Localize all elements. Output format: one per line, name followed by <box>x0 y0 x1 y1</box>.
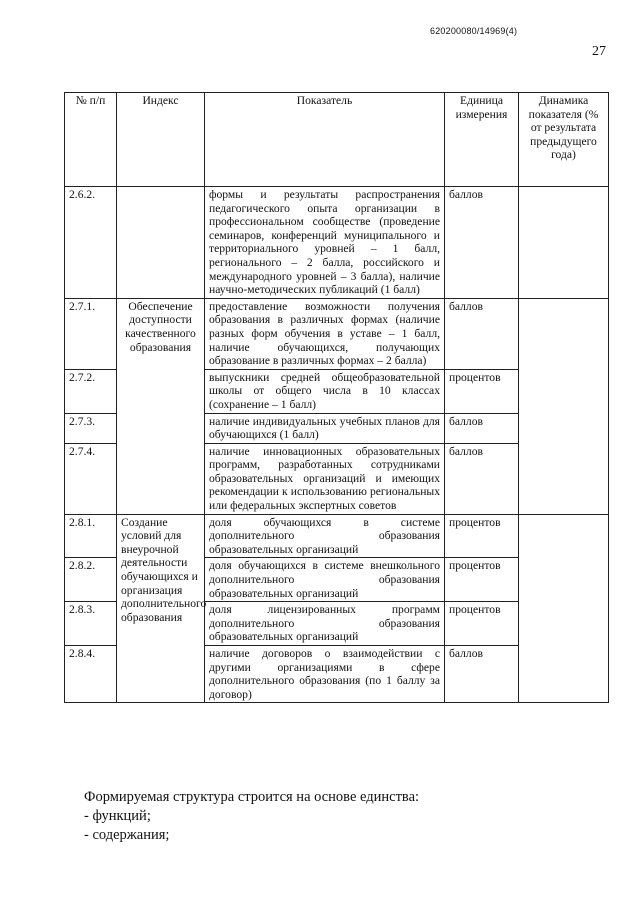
row-number: 2.8.2. <box>65 558 117 602</box>
row-number: 2.6.2. <box>65 187 117 299</box>
column-header-dynamics: Динамика показателя (% от результата предыдущего года) <box>519 93 609 187</box>
table-row <box>65 298 609 369</box>
table-row <box>65 514 609 558</box>
row-index <box>117 187 205 299</box>
row-unit: баллов <box>445 298 519 369</box>
row-indicator: доля обучающихся в системе дополнительного образования образовательных организаций <box>205 514 445 558</box>
footer-line: - функций; <box>84 808 151 824</box>
row-unit: процентов <box>445 514 519 558</box>
row-unit: баллов <box>445 646 519 703</box>
row-number: 2.7.2. <box>65 369 117 413</box>
row-unit: процентов <box>445 369 519 413</box>
page-number: 27 <box>592 44 606 59</box>
column-header-number: № п/п <box>65 93 117 187</box>
row-dynamics <box>519 298 609 514</box>
row-number: 2.7.1. <box>65 298 117 369</box>
row-indicator: формы и результаты распространения педагогического опыта организации в профессиональном сообществе (проведение семинаров, конференций муниципального и территориального уровней – 1 балл, регионального – 2 балла, российского и международного уровней – 3 балла), наличие научно-методических публикаций (1 балл) <box>205 187 445 299</box>
row-number: 2.8.1. <box>65 514 117 558</box>
row-number: 2.8.4. <box>65 646 117 703</box>
row-index-group: Обеспечение доступности качественного образования <box>117 298 205 514</box>
row-number: 2.7.3. <box>65 413 117 443</box>
row-indicator: наличие инновационных образовательных программ, разработанных сотрудниками образовательных организаций и имеющих рекомендации к использованию региональных или федеральных экспертных советов <box>205 443 445 514</box>
row-number: 2.7.4. <box>65 443 117 514</box>
table-header-row <box>65 93 609 187</box>
indicators-table <box>64 92 609 703</box>
row-unit: процентов <box>445 602 519 646</box>
row-indicator: наличие индивидуальных учебных планов для обучающихся (1 балл) <box>205 413 445 443</box>
row-indicator: выпускники средней общеобразовательной школы от общего числа в 10 классах (сохранение – 1 балл) <box>205 369 445 413</box>
row-dynamics <box>519 187 609 299</box>
column-header-indicator: Показатель <box>205 93 445 187</box>
row-indicator: доля лицензированных программ дополнительного образования образовательных организаций <box>205 602 445 646</box>
column-header-unit: Единица измерения <box>445 93 519 187</box>
row-indicator: наличие договоров о взаимодействии с другими организациями в сфере дополнительного образования (по 1 баллу за договор) <box>205 646 445 703</box>
row-unit: баллов <box>445 187 519 299</box>
row-indicator: доля обучающихся в системе внешкольного дополнительного образования образовательных организаций <box>205 558 445 602</box>
row-unit: процентов <box>445 558 519 602</box>
footer-line: Формируемая структура строится на основе единства: <box>84 789 420 805</box>
footer-line: - содержания; <box>84 827 170 843</box>
row-dynamics <box>519 514 609 703</box>
row-unit: баллов <box>445 413 519 443</box>
row-number: 2.8.3. <box>65 602 117 646</box>
column-header-index: Индекс <box>117 93 205 187</box>
row-unit: баллов <box>445 443 519 514</box>
row-index-group: Создание условий для внеурочной деятельности обучающихся и организация дополнительного образования <box>117 514 205 703</box>
row-indicator: предоставление возможности получения образования в различных формах (наличие разных форм обучения в уставе – 1 балл, наличие обучающихся, получающих образование в различных формах – 2 балла) <box>205 298 445 369</box>
table-row <box>65 187 609 299</box>
document-code: 620200080/14969(4) <box>430 26 518 36</box>
footer-text <box>84 788 419 845</box>
